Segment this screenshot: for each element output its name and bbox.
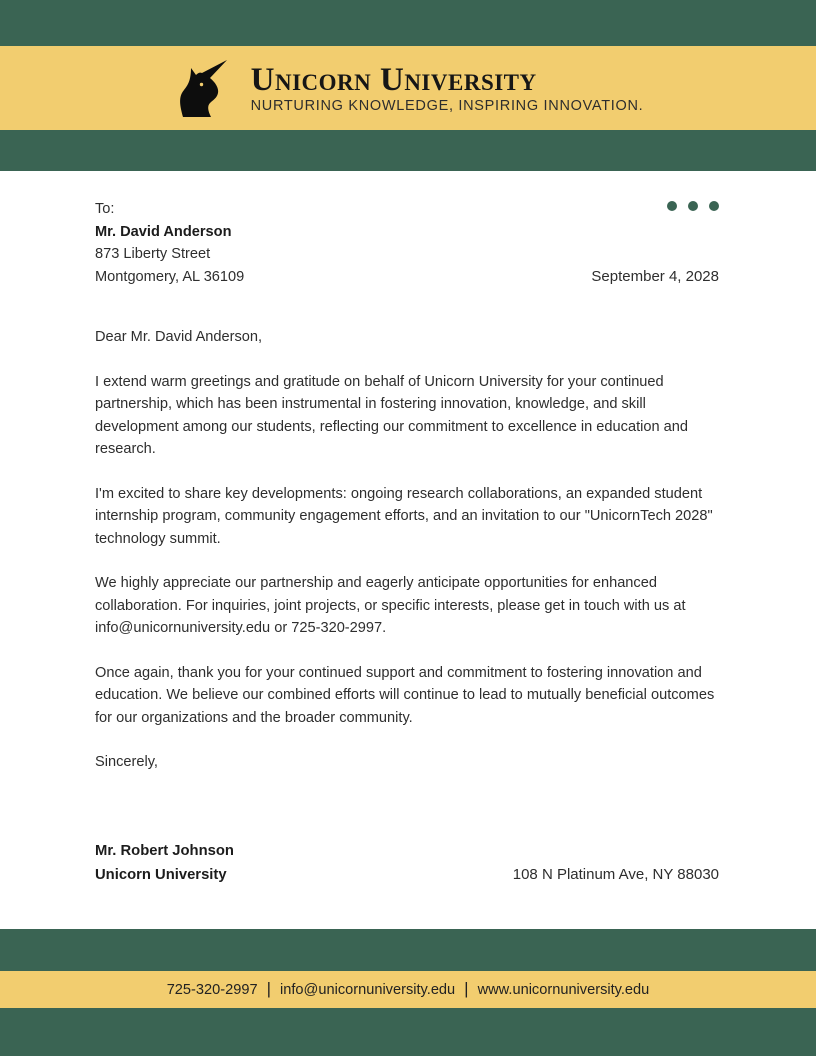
separator: | <box>464 978 469 998</box>
recipient-row <box>95 198 719 288</box>
footer-contact-band <box>0 971 816 1008</box>
paragraph-2: I'm excited to share key developments: ongoing research collaborations, an expanded student internship program, community engagement efforts, and an invitation to our "UnicornTech 2028" technology summit. <box>95 485 713 547</box>
letter-content <box>0 171 816 929</box>
closing: Sincerely, <box>95 754 158 770</box>
header-bottom-bar <box>0 130 816 171</box>
university-tagline: NURTURING KNOWLEDGE, INSPIRING INNOVATION. <box>250 97 644 114</box>
signature-row <box>95 863 719 887</box>
unicorn-logo-icon <box>173 59 235 117</box>
letter-date: September 4, 2028 <box>591 267 719 285</box>
header-text-block <box>251 63 644 114</box>
dot-icon <box>667 201 677 211</box>
salutation: Dear Mr. David Anderson, <box>95 329 263 345</box>
letterhead-header <box>0 0 816 171</box>
to-label: To: <box>95 201 115 217</box>
recipient-block <box>95 198 244 288</box>
dot-icon <box>709 201 719 211</box>
signature-block <box>95 840 719 887</box>
recipient-city-state-zip: Montgomery, AL 36109 <box>95 268 245 285</box>
paragraph-1: I extend warm greetings and gratitude on behalf of Unicorn University for your continued partnership, which has been instrumental in fostering innovation, knowledge, and skill development among our students, reflecting our commitment to excellence in education and research. <box>95 373 689 457</box>
signer-organization: Unicorn University <box>95 866 227 883</box>
footer-email: info@unicornuniversity.edu <box>280 981 456 998</box>
three-dots-decoration <box>667 201 719 211</box>
footer-website: www.unicornuniversity.edu <box>477 981 650 998</box>
header-top-bar <box>0 0 816 46</box>
dot-icon <box>688 201 698 211</box>
university-title: Unicorn University <box>250 61 537 98</box>
sender-address: 108 N Platinum Ave, NY 88030 <box>512 865 719 883</box>
date-column <box>591 198 719 288</box>
paragraph-4: Once again, thank you for your continued support and commitment to fostering innovation and education. We believe our combined efforts will continue to lead to mutually beneficial outcomes for our organizations and the broader community. <box>95 664 715 726</box>
paragraph-3: We highly appreciate our partnership and eagerly anticipate opportunities for enhanced collaboration. For inquiries, joint projects, or specific interests, please get in touch with us at info@unicornuniversity.edu or 725-320-2997. <box>95 575 686 636</box>
letterhead-footer <box>0 929 816 1056</box>
header-band <box>0 46 816 130</box>
footer-phone: 725-320-2997 <box>166 981 258 998</box>
recipient-street: 873 Liberty Street <box>95 246 211 262</box>
separator: | <box>266 978 271 998</box>
footer-bottom-bar <box>0 1008 816 1056</box>
recipient-name: Mr. David Anderson <box>95 223 232 240</box>
signer-name: Mr. Robert Johnson <box>95 842 234 859</box>
footer-top-bar <box>0 929 816 971</box>
